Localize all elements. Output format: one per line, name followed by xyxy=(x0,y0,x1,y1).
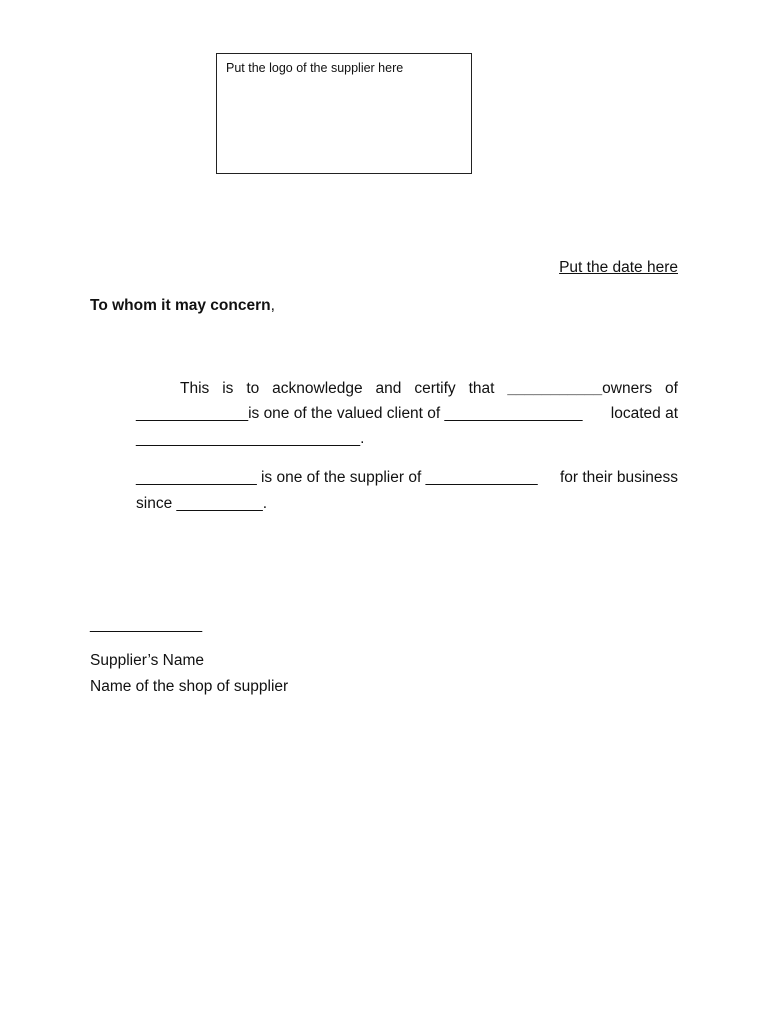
word: acknowledge xyxy=(272,380,363,397)
paragraph1-line1 xyxy=(136,376,678,401)
supplier-name-label: Supplier’s Name xyxy=(90,652,205,669)
location-blank: __________________________. xyxy=(136,430,365,447)
logo-placeholder-box xyxy=(216,53,472,174)
client-text: _____________is one of the valued client of ________________ xyxy=(136,405,583,422)
business-text: for their business xyxy=(559,469,678,486)
word: that xyxy=(468,380,495,397)
salutation-text: To whom it may concern xyxy=(90,297,271,314)
word: of xyxy=(665,380,678,397)
date-placeholder: Put the date here xyxy=(559,259,678,276)
located-at-text: located at xyxy=(610,405,678,422)
word: owners xyxy=(602,380,653,397)
word: is xyxy=(222,380,234,397)
word: and xyxy=(375,380,402,397)
logo-placeholder-text: Put the logo of the supplier here xyxy=(226,61,404,75)
owner-blank-group xyxy=(507,376,652,401)
paragraph2-line1 xyxy=(136,465,678,491)
word: to xyxy=(246,380,260,397)
owner-blank: ___________ xyxy=(507,380,603,397)
since-line: since __________. xyxy=(136,495,268,512)
supplier-text: ______________ is one of the supplier of _____________ xyxy=(136,469,538,486)
salutation-comma: , xyxy=(270,297,275,314)
salutation xyxy=(90,297,275,315)
word: This xyxy=(180,380,210,397)
paragraph1-line2 xyxy=(136,401,678,426)
shop-name-label: Name of the shop of supplier xyxy=(90,678,289,695)
signature-line: _____________ xyxy=(90,616,203,633)
word: certify xyxy=(414,380,456,397)
acknowledgement-paragraph xyxy=(136,376,678,451)
supplier-paragraph xyxy=(136,465,678,517)
